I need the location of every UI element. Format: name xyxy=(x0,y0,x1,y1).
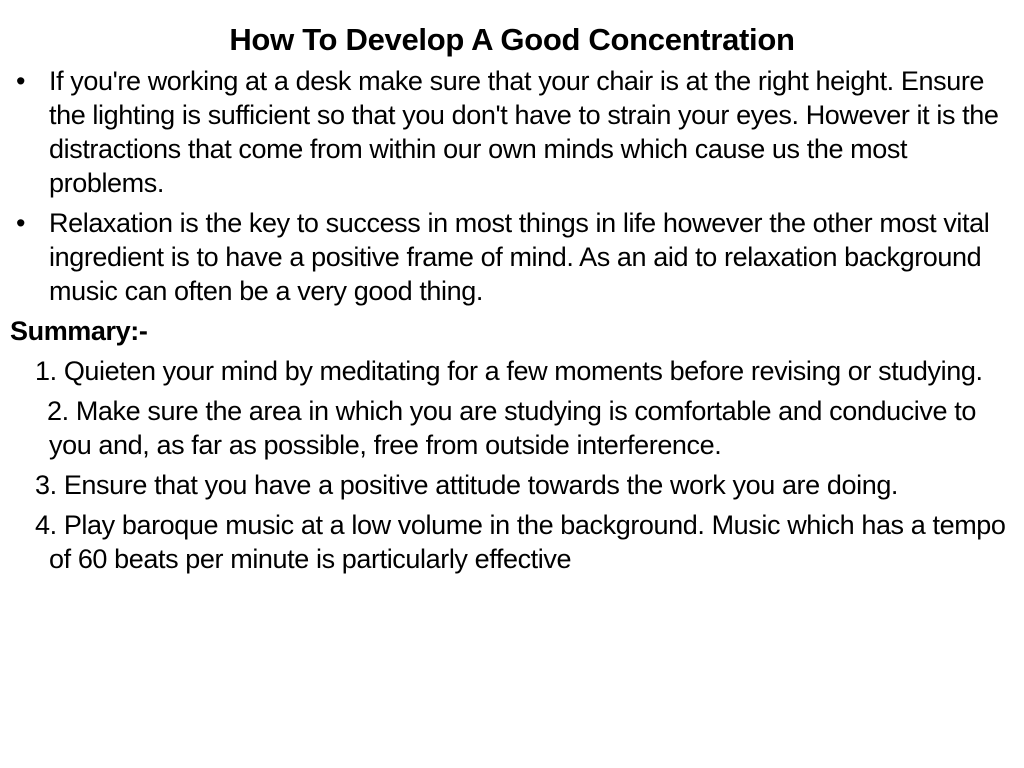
summary-item-2: 2. Make sure the area in which you are studying is comfortable and conducive to you and, as far as possible, free from outside interference. xyxy=(47,396,976,460)
bullet-text: Relaxation is the key to success in most things in life however the other most vital ingredient is to have a positive frame of mind. As an aid to relaxation background music can often be a very good thing. xyxy=(49,208,990,306)
slide-content xyxy=(10,64,1015,582)
bullet-item-relaxation xyxy=(10,206,1015,308)
bullet-item-chair-lighting xyxy=(10,64,1015,200)
summary-item-4: 4. Play baroque music at a low volume in the background. Music which has a tempo of 60 beats per minute is particularly effective xyxy=(35,510,1006,574)
bullet-dot-icon: • xyxy=(16,208,26,238)
bullet-dot-icon: • xyxy=(16,66,26,96)
bullet-list xyxy=(10,64,1015,308)
bullet-text: If you're working at a desk make sure that your chair is at the right height. Ensure the lighting is sufficient so that you don't have to strain your eyes. However it is the distractions that come from within our own minds which cause us the most problems. xyxy=(49,66,999,198)
slide-title: How To Develop A Good Concentration xyxy=(229,22,795,57)
summary-item-1: 1. Quieten your mind by meditating for a few moments before revising or studying. xyxy=(35,356,983,386)
summary-item-3: 3. Ensure that you have a positive attitude towards the work you are doing. xyxy=(35,470,899,500)
summary-heading: Summary:- xyxy=(10,316,148,346)
summary-list xyxy=(10,354,1015,576)
